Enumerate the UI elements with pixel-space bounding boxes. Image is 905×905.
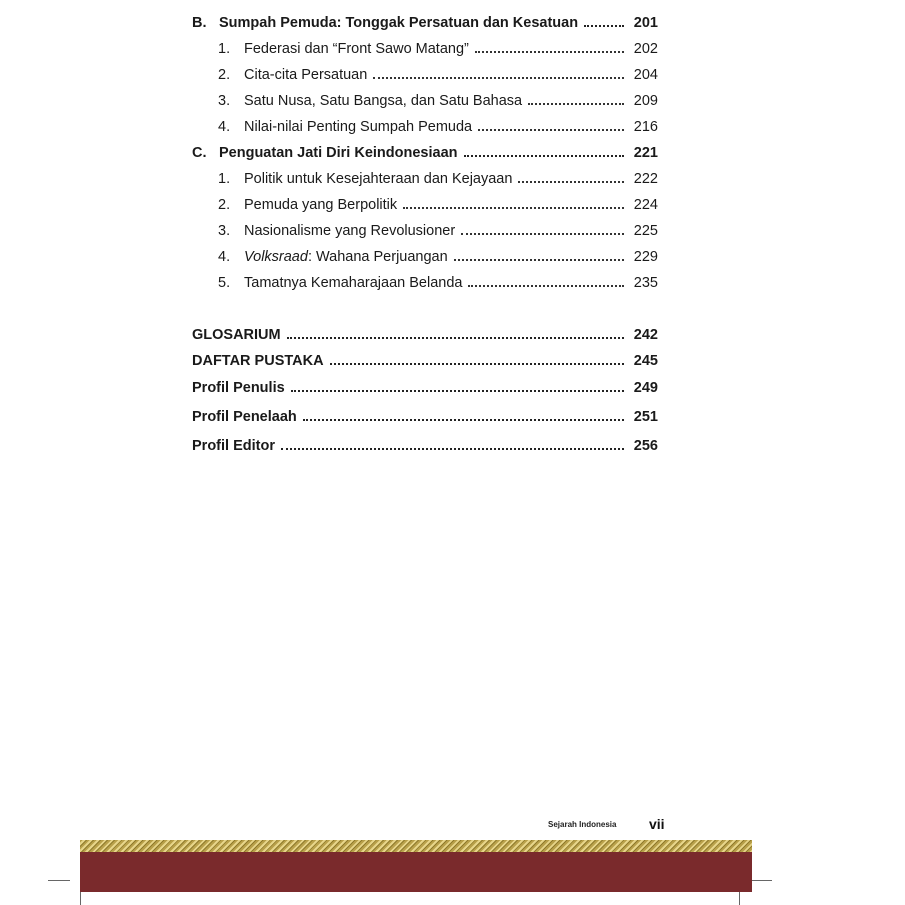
dot-leader: [584, 24, 624, 27]
item-title-rest: : Wahana Perjuangan: [307, 249, 448, 265]
dot-leader: [330, 362, 624, 365]
toc-item-row[interactable]: [192, 247, 658, 267]
item-number: 5.: [218, 275, 231, 291]
page-number: 216: [633, 119, 658, 135]
dot-leader: [528, 102, 624, 105]
page-number: 245: [633, 353, 658, 369]
dot-leader: [478, 128, 624, 131]
item-number: 4.: [218, 119, 231, 135]
toc-item-row[interactable]: [192, 117, 658, 137]
maroon-band: [80, 852, 752, 892]
dot-leader: [291, 389, 624, 392]
page-number: 202: [633, 41, 658, 57]
item-number: 3.: [218, 93, 231, 109]
item-title: Pemuda yang Berpolitik: [244, 197, 398, 213]
section-title: Penguatan Jati Diri Keindonesiaan: [219, 145, 458, 161]
crop-mark-bottom-left: [80, 892, 81, 905]
toc-item-row[interactable]: [192, 91, 658, 111]
item-title: Federasi dan “Front Sawo Matang”: [244, 41, 469, 57]
dot-leader: [281, 447, 624, 450]
section-letter: B.: [192, 15, 207, 31]
back-matter-title: Profil Penelaah: [192, 409, 297, 425]
page-number: 201: [633, 15, 658, 31]
page-number: 229: [633, 249, 658, 265]
item-number: 4.: [218, 249, 231, 265]
item-number: 3.: [218, 223, 231, 239]
section-letter: C.: [192, 145, 207, 161]
back-matter-title: Profil Editor: [192, 438, 275, 454]
back-matter-title: Profil Penulis: [192, 380, 285, 396]
item-number: 2.: [218, 197, 231, 213]
page-number: 251: [633, 409, 658, 425]
item-title: Nilai-nilai Penting Sumpah Pemuda: [244, 119, 473, 135]
page-number: 221: [633, 145, 658, 161]
item-title: Cita-cita Persatuan: [244, 67, 368, 83]
page-number: 225: [633, 223, 658, 239]
dot-leader: [303, 418, 624, 421]
toc-item-row[interactable]: [192, 169, 658, 189]
item-number: 2.: [218, 67, 231, 83]
dot-leader: [373, 76, 624, 79]
toc-back-matter-row[interactable]: [192, 407, 658, 427]
page-number: 224: [633, 197, 658, 213]
footer-page-number: vii: [649, 816, 665, 832]
page-number: 242: [633, 327, 658, 343]
dot-leader: [518, 180, 624, 183]
running-footer-title: Sejarah Indonesia: [548, 820, 617, 829]
dot-leader: [454, 258, 624, 261]
section-title: Sumpah Pemuda: Tonggak Persatuan dan Kesatuan: [219, 15, 579, 31]
back-matter-title: DAFTAR PUSTAKA: [192, 353, 324, 369]
dot-leader: [287, 336, 624, 339]
item-number: 1.: [218, 171, 231, 187]
dot-leader: [403, 206, 624, 209]
item-number: 1.: [218, 41, 231, 57]
toc-back-matter-row[interactable]: [192, 378, 658, 398]
item-title: Politik untuk Kesejahteraan dan Kejayaan: [244, 171, 513, 187]
item-title-italic: Volksraad: [244, 249, 308, 265]
crop-mark-left: [48, 880, 70, 881]
page-number: 222: [633, 171, 658, 187]
toc-back-matter-row[interactable]: [192, 436, 658, 456]
page-number: 209: [633, 93, 658, 109]
toc-item-row[interactable]: [192, 221, 658, 241]
toc-item-row[interactable]: [192, 195, 658, 215]
toc-item-row[interactable]: [192, 65, 658, 85]
crop-mark-bottom-right: [739, 892, 740, 905]
item-title: Satu Nusa, Satu Bangsa, dan Satu Bahasa: [244, 93, 523, 109]
page-number: 235: [633, 275, 658, 291]
item-title: Nasionalisme yang Revolusioner: [244, 223, 456, 239]
page-number: 204: [633, 67, 658, 83]
dot-leader: [461, 232, 624, 235]
item-title: Tamatnya Kemaharajaan Belanda: [244, 275, 463, 291]
dot-leader: [464, 154, 625, 157]
toc-back-matter-row[interactable]: [192, 325, 658, 345]
toc-item-row[interactable]: [192, 273, 658, 293]
toc-back-matter-row[interactable]: [192, 351, 658, 371]
item-title: [244, 247, 454, 267]
dot-leader: [475, 50, 624, 53]
dot-leader: [468, 284, 624, 287]
toc-item-row[interactable]: [192, 39, 658, 59]
decorative-footer-band: [80, 840, 752, 892]
page-number: 256: [633, 438, 658, 454]
toc-section-row[interactable]: [192, 143, 658, 163]
back-matter-title: GLOSARIUM: [192, 327, 281, 343]
crop-mark-right: [752, 880, 772, 881]
page-number: 249: [633, 380, 658, 396]
toc-section-row[interactable]: [192, 13, 658, 33]
gold-braid-stripe: [80, 840, 752, 852]
